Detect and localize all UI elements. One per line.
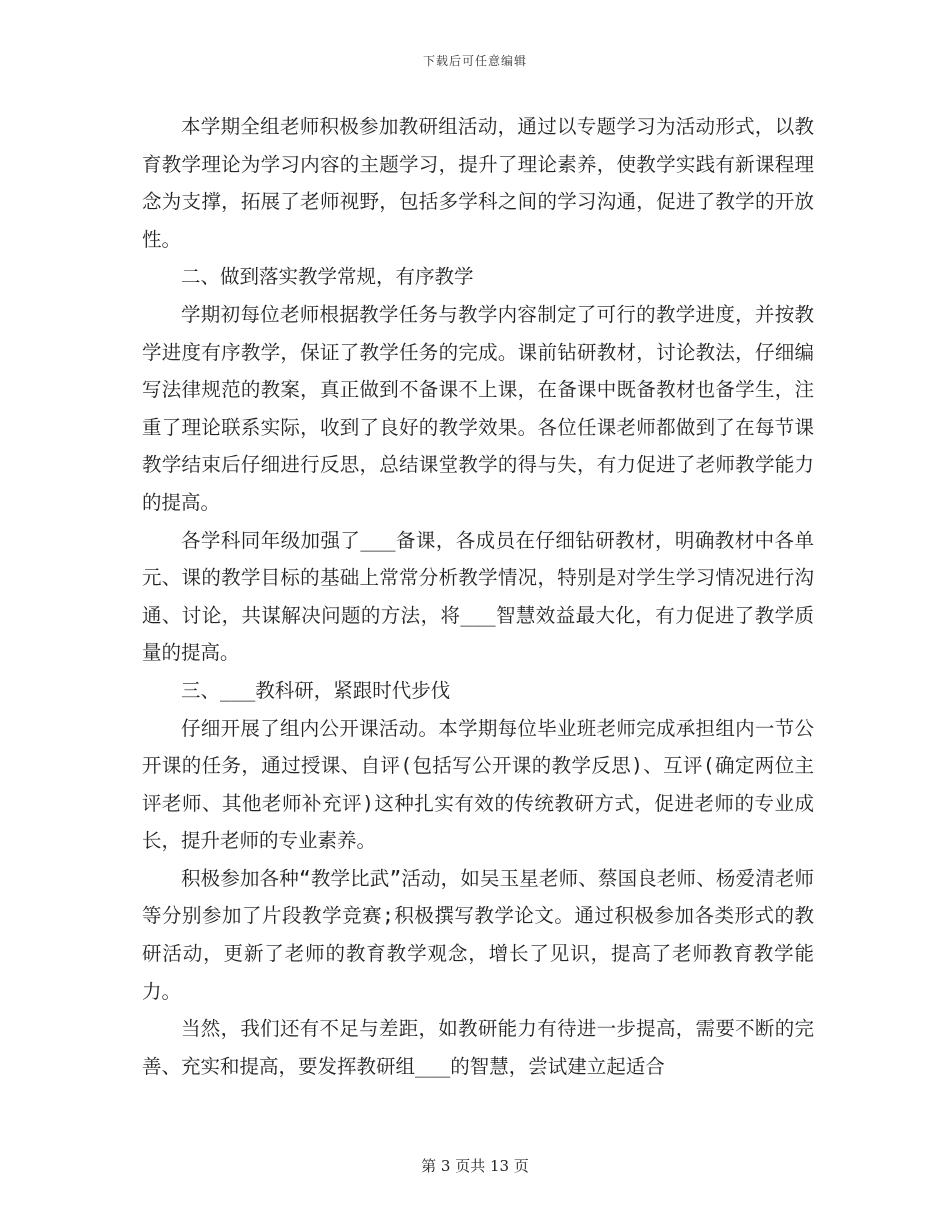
- section-heading: 二、做到落实教学常规，有序教学: [181, 265, 474, 289]
- paragraph: 积极参加各种“教学比武”活动，如吴玉星老师、蔡国良老师、杨爱清老师等分别参加了片段教学竞赛;积极撰写教学论文。通过积极参加各类形式的教研活动，更新了老师的教育教学观念，增长了见识，提高了老师教育教学能力。: [142, 866, 814, 1003]
- document-body: [142, 108, 814, 1085]
- paragraph: 学期初每位老师根据教学任务与教学内容制定了可行的教学进度，并按教学进度有序教学，保证了教学任务的完成。课前钻研教材，讨论教法，仔细编写法律规范的教案，真正做到不备课不上课，在备课中既备教材也备学生，注重了理论联系实际，收到了良好的教学效果。各位任课老师都做到了在每节课教学结束后仔细进行反思，总结课堂教学的得与失，有力促进了老师教学能力的提高。: [142, 302, 814, 514]
- paragraph: 各学科同年级加强了___备课，各成员在仔细钻研教材，明确教材中各单元、课的教学目标的基础上常常分析教学情况，特别是对学生学习情况进行沟通、讨论，共谋解决问题的方法，将___智慧效益最大化，有力促进了教学质量的提高。: [142, 528, 814, 665]
- section-heading: 三、___教科研，紧跟时代步伐: [181, 678, 451, 702]
- page-header: 下载后可任意编辑: [422, 54, 527, 68]
- paragraph: 本学期全组老师积极参加教研组活动，通过以专题学习为活动形式，以教育教学理论为学习内容的主题学习，提升了理论素养，使教学实践有新课程理念为支撑，拓展了老师视野，包括多学科之间的学习沟通，促进了教学的开放性。: [142, 115, 814, 251]
- paragraph: 当然，我们还有不足与差距，如教研能力有待进一步提高，需要不断的完善、充实和提高，要发挥教研组___的智慧，尝试建立起适合: [142, 1017, 814, 1078]
- page-footer: 第 3 页共 13 页: [421, 1157, 529, 1175]
- paragraph: 仔细开展了组内公开课活动。本学期每位毕业班老师完成承担组内一节公开课的任务，通过授课、自评(包括写公开课的教学反思)、互评(确定两位主评老师、其他老师补充评)这种扎实有效的传统教研方式，促进老师的专业成长，提升老师的专业素养。: [142, 716, 814, 853]
